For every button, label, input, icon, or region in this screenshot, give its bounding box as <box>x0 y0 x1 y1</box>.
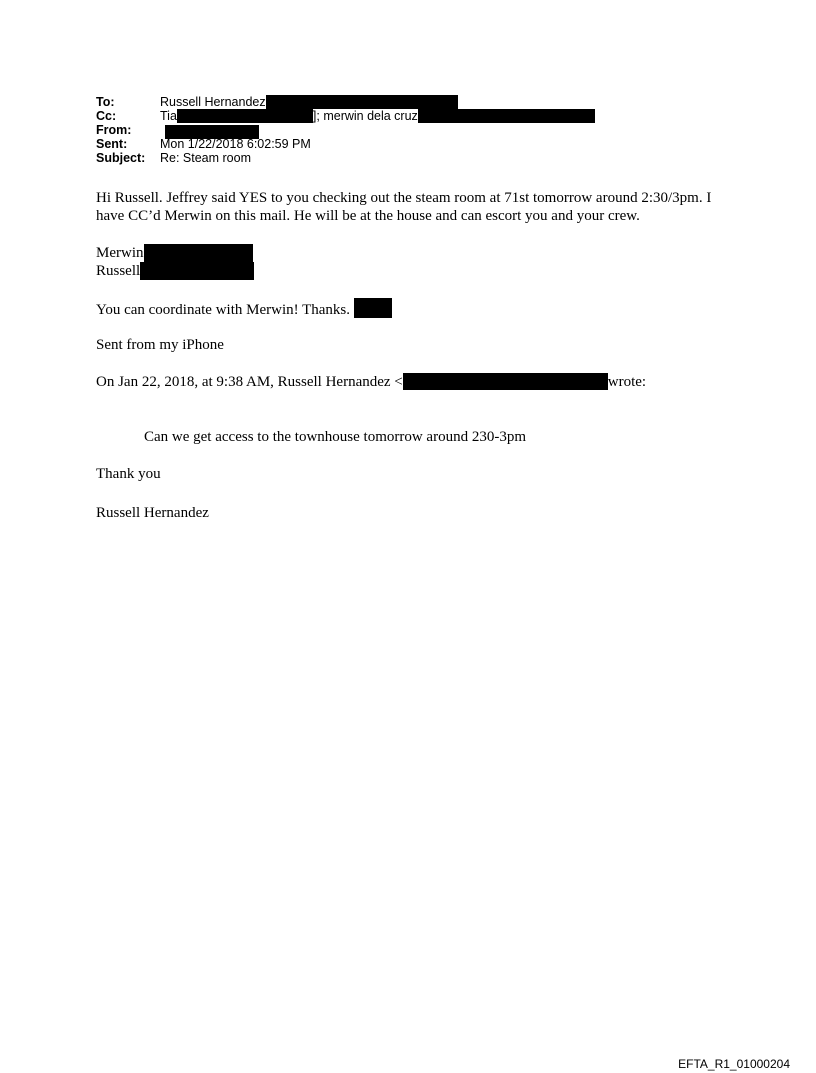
redaction-block <box>144 244 253 262</box>
thank-you-line: Thank you <box>96 466 161 482</box>
sent-from-line: Sent from my iPhone <box>96 337 224 353</box>
name-line-russell <box>96 262 726 280</box>
signature-line: Russell Hernandez <box>96 505 209 521</box>
coordinate-line <box>96 298 726 319</box>
quote-intro-end: wrote: <box>607 374 647 390</box>
redaction-block <box>354 298 392 318</box>
name-russell: Russell <box>96 263 141 279</box>
from-label: From: <box>96 123 132 137</box>
quote-intro <box>96 373 726 391</box>
to-label: To: <box>96 95 115 109</box>
sent-label: Sent: <box>96 137 128 151</box>
sent-value: Mon 1/22/2018 6:02:59 PM <box>160 137 311 151</box>
redaction-block <box>403 373 608 390</box>
cc-name-start: Tia <box>160 109 177 123</box>
name-merwin: Merwin <box>96 245 144 261</box>
subject-label: Subject: <box>96 151 146 165</box>
cc-label: Cc: <box>96 109 117 123</box>
to-value <box>160 95 458 109</box>
name-line-merwin <box>96 244 726 262</box>
redaction-block <box>418 109 595 123</box>
document-id: EFTA_R1_01000204 <box>678 1057 790 1071</box>
redaction-block <box>266 95 458 109</box>
cc-value <box>160 109 595 123</box>
subject-value: Re: Steam room <box>160 151 252 165</box>
to-name: Russell Hernandez <box>160 95 266 109</box>
message-paragraph: Hi Russell. Jeffrey said YES to you checking out the steam room at 71st tomorrow around 2:30/3pm. I have CC’d Merwin on this mail. He will be at the house and can escort you and your crew. <box>96 190 712 224</box>
coordinate-text: You can coordinate with Merwin! Thanks. <box>96 302 350 318</box>
redaction-block <box>140 262 254 280</box>
cc-name-mid: ]; merwin dela cruz <box>312 109 418 123</box>
quote-intro-start: On Jan 22, 2018, at 9:38 AM, Russell Hernandez < <box>96 374 403 390</box>
quoted-question: Can we get access to the townhouse tomorrow around 230-3pm <box>144 429 526 445</box>
redaction-block <box>177 109 313 123</box>
